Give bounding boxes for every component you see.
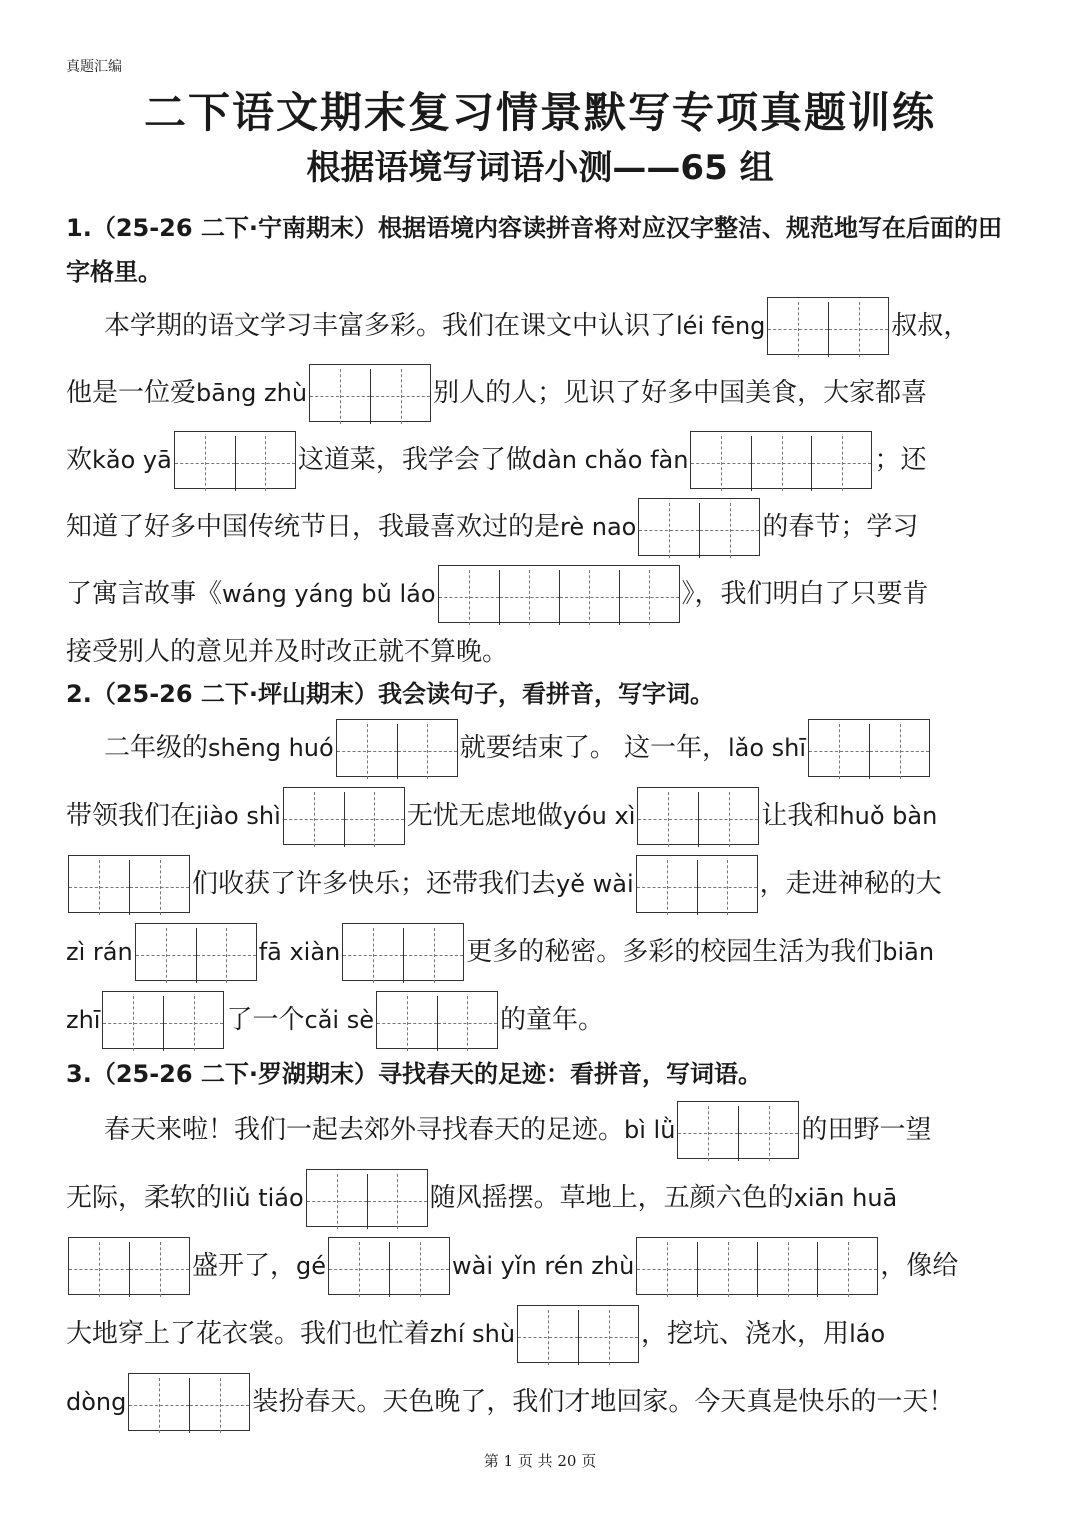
tianzige-grid[interactable] xyxy=(68,1237,190,1295)
tianzige-grid[interactable] xyxy=(174,431,296,489)
q2-line-3 xyxy=(66,852,1026,914)
tianzige-grid[interactable] xyxy=(135,923,257,981)
tianzige-grid[interactable] xyxy=(638,498,760,556)
q2-line-4 xyxy=(66,920,1026,982)
tianzige-grid[interactable] xyxy=(517,1305,639,1363)
text: 知道了好多中国传统节日，我最喜欢过的是 xyxy=(66,512,561,542)
pinyin: shēng huó xyxy=(208,734,334,762)
page-footer: 第 1 页 共 20 页 xyxy=(483,1452,597,1470)
q2-line-2 xyxy=(66,784,1026,846)
text: 随风摇摆。草地上，五颜六色的 xyxy=(429,1183,794,1213)
tianzige-grid[interactable] xyxy=(128,1373,250,1431)
pinyin: zhí shù xyxy=(430,1320,516,1348)
text: 春天来啦！我们一起去郊外寻找春天的足迹。 xyxy=(104,1115,625,1145)
q3-line-3 xyxy=(66,1234,1026,1296)
text: 他是一位爱 xyxy=(66,378,197,408)
tianzige-grid[interactable] xyxy=(636,1237,878,1295)
pinyin: wài yǐn rén zhù xyxy=(452,1252,635,1280)
text: ；还 xyxy=(874,445,927,475)
text: 欢 xyxy=(66,445,93,475)
pinyin: xiān huā xyxy=(793,1184,898,1212)
text: ，走进神秘的大 xyxy=(759,869,942,899)
tianzige-grid[interactable] xyxy=(690,431,872,489)
q3-line-5 xyxy=(66,1370,1026,1432)
tianzige-grid[interactable] xyxy=(677,1101,799,1159)
tianzige-grid[interactable] xyxy=(328,1237,450,1295)
pinyin: jiào shì xyxy=(196,802,281,830)
pinyin: lǎo shī xyxy=(727,734,807,762)
pinyin: bāng zhù xyxy=(196,379,308,407)
page-subtitle: 根据语境写词语小测——65 组 xyxy=(306,148,774,188)
text: 的田野一望 xyxy=(801,1115,932,1145)
tianzige-grid[interactable] xyxy=(342,923,464,981)
tianzige-grid[interactable] xyxy=(376,991,498,1049)
text: 叔叔， xyxy=(891,311,970,341)
pinyin: léi fēng xyxy=(676,312,766,340)
tianzige-grid[interactable] xyxy=(283,787,405,845)
pinyin: liǔ tiáo xyxy=(222,1184,304,1212)
tianzige-grid[interactable] xyxy=(336,719,458,777)
text: 二年级的 xyxy=(104,733,209,763)
q3-line-4 xyxy=(66,1302,1026,1364)
pinyin: wáng yáng bǔ láo xyxy=(222,580,436,608)
question-1-heading: 1.（25-26 二下·宁南期末）根据语境内容读拼音将对应汉字整洁、规范地写在后面的田字格里。 xyxy=(66,214,1003,286)
pinyin: yě wài xyxy=(556,870,634,898)
text: ，像给 xyxy=(880,1251,959,1281)
text: 让我和 xyxy=(761,801,840,831)
pinyin: láo xyxy=(849,1320,886,1348)
text: 们收获了许多快乐；还带我们去 xyxy=(192,869,557,899)
text: 了寓言故事《 xyxy=(66,579,223,609)
header-tag: 真题汇编 xyxy=(66,59,122,75)
page-title: 二下语文期末复习情景默写专项真题训练 xyxy=(143,88,936,137)
text: 大地穿上了花衣裳。我们也忙着 xyxy=(66,1319,431,1349)
q1-line-2 xyxy=(66,361,1026,423)
text: 这道菜，我学会了做 xyxy=(297,445,532,475)
pinyin: kǎo yā xyxy=(92,446,172,474)
pinyin: fā xiàn xyxy=(258,938,341,966)
tianzige-grid[interactable] xyxy=(309,364,431,422)
pinyin: gé xyxy=(296,1252,327,1280)
pinyin: zhī xyxy=(66,1006,101,1034)
q1-line-4 xyxy=(66,495,1026,557)
text: 无忧无虑地做 xyxy=(406,801,563,831)
text: 本学期的语文学习丰富多彩。我们在课文中认识了 xyxy=(104,311,677,341)
question-3-heading: 3.（25-26 二下·罗湖期末）寻找春天的足迹：看拼音，写词语。 xyxy=(66,1060,763,1088)
text: 带领我们在 xyxy=(66,801,197,831)
pinyin: zì rán xyxy=(66,938,133,966)
text: 别人的人；见识了好多中国美食，大家都喜 xyxy=(433,378,928,408)
text: 无际，柔软的 xyxy=(66,1183,223,1213)
text: 盛开了， xyxy=(192,1251,297,1281)
q1-line-3 xyxy=(66,428,1026,490)
pinyin: huǒ bàn xyxy=(839,802,938,830)
q1-line-1 xyxy=(66,294,1026,356)
pinyin: rè nao xyxy=(560,513,637,541)
text: 》，我们明白了只要肯 xyxy=(681,579,929,609)
text: 就要结束了。 这一年， xyxy=(459,733,728,763)
q1-line-5 xyxy=(66,562,1026,624)
tianzige-grid[interactable] xyxy=(808,719,930,777)
q3-line-1 xyxy=(66,1098,1026,1160)
pinyin: biān xyxy=(882,938,935,966)
tianzige-grid[interactable] xyxy=(438,565,680,623)
tianzige-grid[interactable] xyxy=(767,297,889,355)
pinyin: cǎi sè xyxy=(304,1006,374,1034)
text: ，挖坑、浇水，用 xyxy=(641,1319,850,1349)
q2-line-1 xyxy=(66,716,1026,778)
pinyin: dòng xyxy=(66,1388,127,1416)
text: 了一个 xyxy=(226,1005,305,1035)
tianzige-grid[interactable] xyxy=(306,1169,428,1227)
text: 接受别人的意见并及时改正就不算晚。 xyxy=(66,637,509,667)
text: 更多的秘密。多彩的校园生活为我们 xyxy=(466,937,883,967)
pinyin: bì lǜ xyxy=(624,1116,676,1144)
tianzige-grid[interactable] xyxy=(102,991,224,1049)
text: 装扮春天。天色晚了，我们才地回家。今天真是快乐的一天！ xyxy=(252,1387,955,1417)
tianzige-grid[interactable] xyxy=(636,855,758,913)
pinyin: dàn chǎo fàn xyxy=(531,446,689,474)
text: 的童年。 xyxy=(499,1005,604,1035)
tianzige-grid[interactable] xyxy=(68,855,190,913)
text: 的春节；学习 xyxy=(762,512,919,542)
q2-line-5 xyxy=(66,988,1026,1050)
question-2-heading: 2.（25-26 二下·坪山期末）我会读句子，看拼音，写字词。 xyxy=(66,680,715,708)
pinyin: yóu xì xyxy=(562,802,636,830)
tianzige-grid[interactable] xyxy=(637,787,759,845)
q3-line-2 xyxy=(66,1166,1026,1228)
